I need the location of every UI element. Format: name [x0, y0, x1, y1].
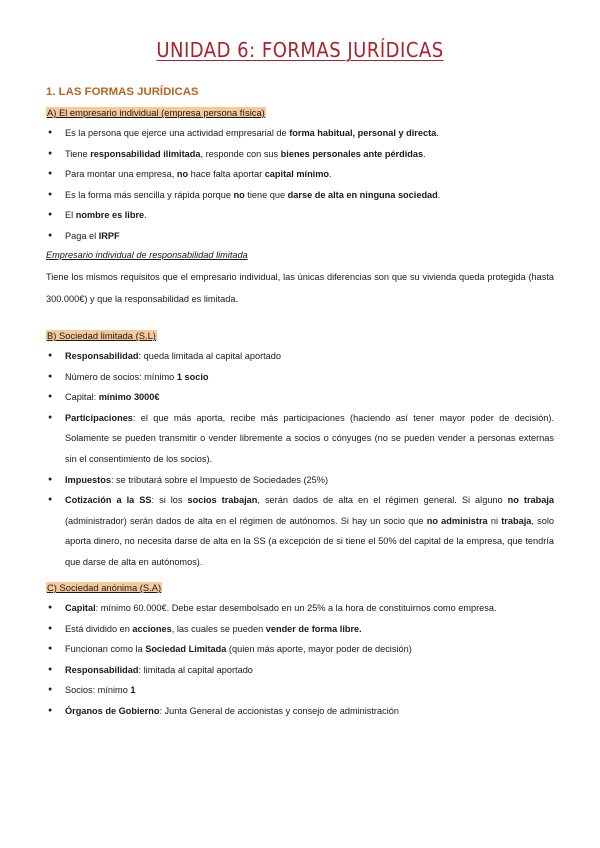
- bullet-icon: ●: [48, 393, 53, 401]
- section-heading: 1. LAS FORMAS JURÍDICAS: [46, 86, 199, 98]
- item-text: Está dividido en: [65, 623, 133, 634]
- list-item: [46, 680, 554, 701]
- bold-text: Órganos de Gobierno: [65, 705, 160, 716]
- bold-text: Responsabilidad: [65, 664, 139, 675]
- item-text: tiene que: [244, 189, 288, 200]
- bullet-icon: ●: [48, 413, 53, 421]
- bold-text: no: [233, 189, 245, 200]
- list-item: [46, 367, 554, 388]
- bullet-icon: ●: [48, 190, 53, 198]
- bold-text: acciones: [132, 623, 172, 634]
- item-text: El: [65, 210, 76, 221]
- list-item: [46, 490, 554, 572]
- list-item: [46, 144, 554, 165]
- bold-text: Sociedad Limitada: [145, 644, 227, 655]
- bold-text: no administra: [426, 515, 488, 526]
- item-text: .: [437, 189, 441, 200]
- list-item: [46, 387, 554, 408]
- bold-text: socios trabajan: [187, 495, 258, 506]
- bullet-icon: ●: [48, 352, 53, 359]
- bold-text: vender de forma libre.: [265, 623, 362, 634]
- subheading-empresario-individual: A) El empresario individual (empresa persona física): [47, 107, 265, 118]
- list-item: [46, 123, 554, 144]
- bullet-icon: ●: [48, 624, 53, 632]
- item-text: .: [423, 148, 426, 159]
- list-item: [46, 660, 554, 681]
- item-text: Socios: mínimo: [65, 685, 131, 696]
- bold-text: darse de alta en ninguna sociedad: [287, 189, 438, 200]
- bullet-icon: ●: [48, 231, 53, 239]
- bold-text: forma habitual, personal y directa: [289, 128, 437, 138]
- list-item: [46, 205, 554, 226]
- list-empresario-individual: [46, 123, 554, 247]
- list-item: [46, 470, 554, 491]
- list-item: [46, 598, 554, 619]
- item-text: Es la forma más sencilla y rápida porque: [65, 189, 234, 200]
- list-item: [46, 346, 554, 367]
- item-text: hace falta aportar: [188, 169, 265, 180]
- bullet-icon: ●: [48, 604, 53, 611]
- item-text: , solo aporta dinero, no necesita darse de alta en la SS (a excepción de si tiene el 50% del capital de la empresa, que tendría que darse de alta en autónomos).: [65, 515, 554, 567]
- bold-text: IRPF: [98, 230, 120, 241]
- bullet-icon: ●: [48, 645, 53, 653]
- bullet-icon: ●: [48, 475, 53, 483]
- bold-text: Capital: [65, 603, 96, 613]
- bullet-icon: ●: [48, 686, 53, 694]
- bullet-icon: ●: [48, 496, 53, 504]
- item-text: .: [436, 128, 439, 138]
- bold-text: Participaciones: [65, 412, 133, 423]
- item-text: : se tributará sobre el Impuesto de Sociedades (25%): [110, 474, 328, 485]
- bullet-icon: ●: [48, 372, 53, 380]
- list-sociedad-limitada: [46, 346, 554, 573]
- bold-text: trabaja: [501, 515, 532, 526]
- item-text: Número de socios: mínimo: [65, 371, 177, 382]
- item-text: : limitada al capital aportado: [138, 664, 253, 675]
- bold-text: 1: [130, 685, 136, 696]
- list-item: [46, 164, 554, 185]
- item-text: : si los: [151, 495, 188, 506]
- list-item: [46, 185, 554, 206]
- item-text: .: [329, 169, 332, 180]
- item-text: Es la persona que ejerce una actividad empresarial de: [65, 128, 290, 138]
- list-item: [46, 408, 554, 470]
- paragraph-responsabilidad-limitada: Tiene los mismos requisitos que el empresario individual, las únicas diferencias son que su vivienda queda protegida (hasta 300.000€) y que la responsabilidad es limitada.: [46, 272, 554, 304]
- bold-text: capital mínimo: [264, 169, 330, 180]
- bullet-icon: ●: [48, 149, 53, 157]
- bold-text: bienes personales ante pérdidas: [280, 148, 424, 159]
- bold-text: Responsabilidad: [65, 351, 139, 361]
- list-item: [46, 701, 554, 722]
- bold-text: responsabilidad ilimitada: [90, 148, 201, 159]
- bullet-icon: ●: [48, 706, 53, 714]
- bold-text: no: [176, 169, 189, 180]
- subheading-sociedad-anonima: C) Sociedad anónima (S.A): [47, 582, 162, 593]
- bold-text: Cotización a la SS: [65, 495, 152, 506]
- item-text: , serán dados de alta en el régimen general. Si alguno: [257, 495, 508, 506]
- list-item: [46, 639, 554, 660]
- bold-text: nombre es libre: [75, 210, 145, 221]
- item-text: Paga el: [65, 230, 99, 241]
- item-text: ni: [487, 515, 502, 526]
- item-text: (quien más aporte, mayor poder de decisión): [226, 644, 412, 655]
- item-text: (administrador) serán dados de alta en el régimen de autónomos. Si hay un socio que: [65, 515, 427, 526]
- item-text: Funcionan como la: [65, 644, 146, 655]
- item-text: : el que más aporta, recibe más participaciones (haciendo así tener mayor poder de decisión). Solamente se pueden transmitir o vender libremente a socios o cónyuges (no se pueden vender a personas externas sin el consentimiento de los socios).: [65, 412, 554, 464]
- item-text: : mínimo 60.000€. Debe estar desembolsado en un 25% a la hora de constituirnos como empresa.: [95, 603, 497, 613]
- bullet-icon: ●: [48, 211, 53, 219]
- item-text: , las cuales se pueden: [171, 623, 266, 634]
- bold-text: mínimo 3000€: [98, 392, 160, 403]
- subheading-sociedad-limitada: B) Sociedad limitada (S.L): [47, 330, 156, 341]
- item-text: Capital:: [65, 392, 99, 403]
- bold-text: no trabaja: [507, 495, 555, 506]
- bullet-icon: ●: [48, 170, 53, 178]
- item-text: : queda limitada al capital aportado: [138, 351, 282, 361]
- list-item: [46, 226, 554, 247]
- item-text: : Junta General de accionistas y consejo de administración: [159, 705, 399, 716]
- item-text: , responde con sus: [200, 148, 281, 159]
- page-title: UNIDAD 6: FORMAS JURÍDICAS: [156, 38, 444, 62]
- list-sociedad-anonima: [46, 598, 554, 722]
- bullet-icon: ●: [48, 665, 53, 673]
- list-item: [46, 619, 554, 640]
- item-text: .: [144, 210, 147, 221]
- item-text: Para montar una empresa,: [65, 169, 177, 180]
- subheading-responsabilidad-limitada: Empresario individual de responsabilidad limitada: [46, 250, 248, 260]
- bullet-icon: ●: [48, 129, 53, 136]
- bold-text: 1 socio: [176, 371, 209, 382]
- item-text: Tiene: [65, 148, 91, 159]
- bold-text: Impuestos: [65, 474, 111, 485]
